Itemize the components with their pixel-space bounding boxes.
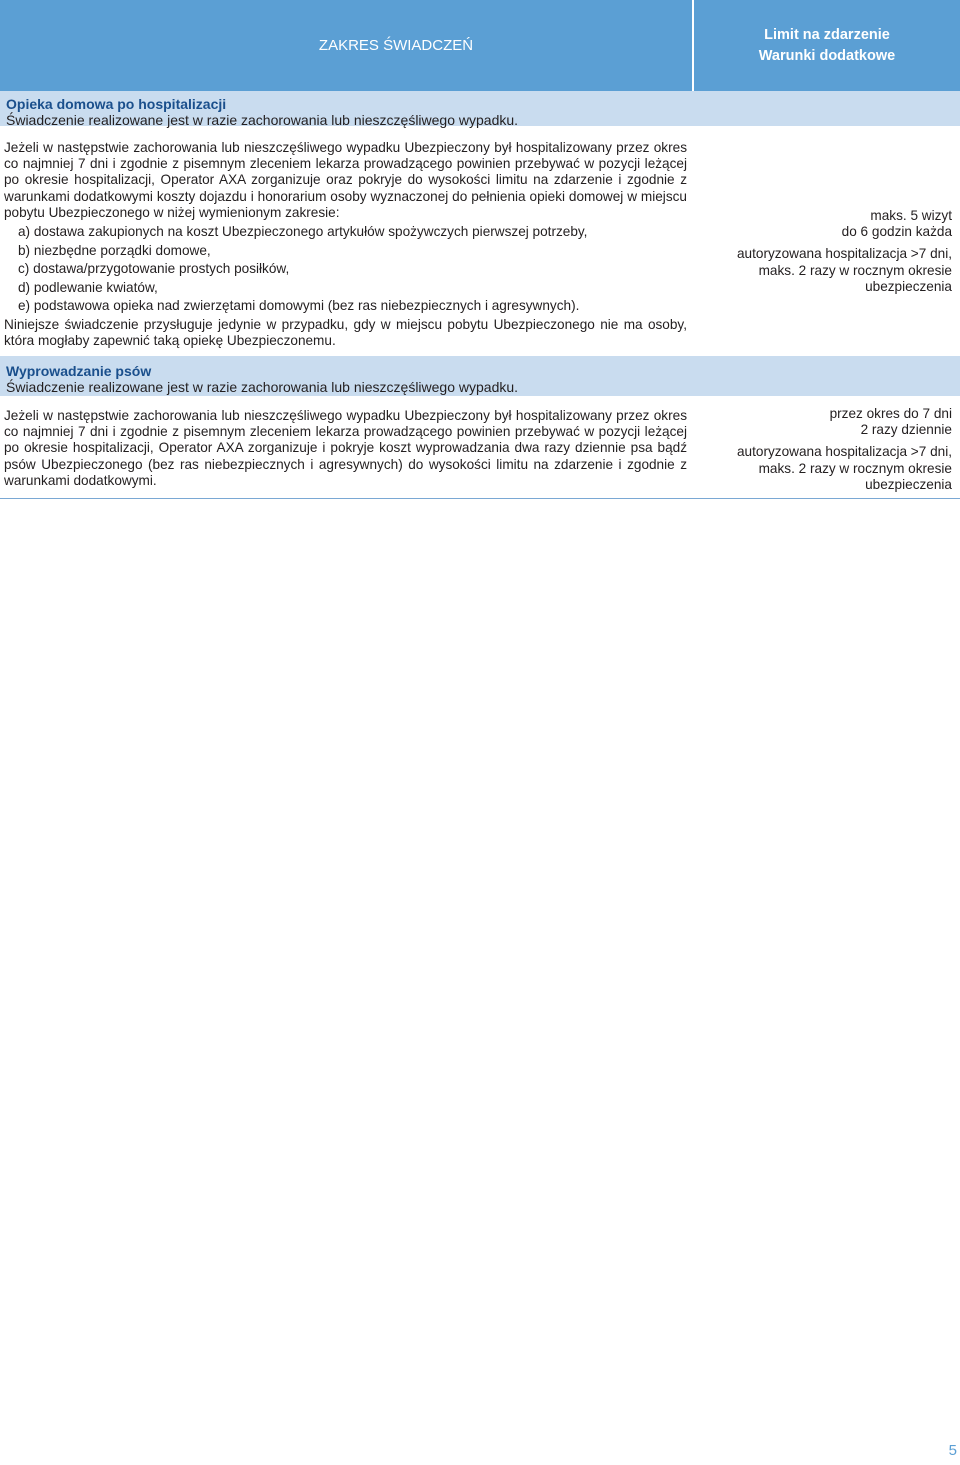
condition-line: ubezpieczenia (865, 476, 952, 492)
section-footer: Niniejsze świadczenie przysługuje jedynie w przypadku, gdy w miejscu pobytu Ubezpieczonego nie ma osoby, która mogłaby zapewnić taką opiekę Ubezpieczonemu. (4, 316, 687, 348)
section-bar-dog-walking (0, 356, 960, 396)
section-subtitle: Świadczenie realizowane jest w razie zachorowania lub nieszczęśliwego wypadku. (6, 112, 519, 128)
section-content (0, 396, 687, 498)
list-item: b) niezbędne porządki domowe, (18, 242, 211, 258)
list-item: a) dostawa zakupionych na koszt Ubezpieczonego artykułów spożywczych pierwszej potrzeby, (18, 224, 588, 240)
header-limit-line1: Limit na zdarzenie (764, 26, 890, 43)
condition-line: autoryzowana hospitalizacja >7 dni, (737, 246, 952, 262)
section-content (0, 126, 687, 356)
table-bottom-border (0, 498, 960, 499)
section-body: Jeżeli w następstwie zachorowania lub nieszczęśliwego wypadku Ubezpieczony był hospitalizowany przez okres co najmniej 7 dni i zgodnie z pisemnym zleceniem lekarza prowadzącego powinien przebywać w pozycji leżącej po okresie hospitalizacji, Operator AXA zorganizuje i pokryje koszt wyprowadzania dwa razy dziennie psa bądź psów Ubezpieczonego (bez ras niebezpiecznych i agresywnych) do wysokości limitu na zdarzenie i zgodnie z warunkami dodatkowymi. (4, 408, 687, 488)
limit-line: przez okres do 7 dni (829, 406, 952, 421)
condition-line: maks. 2 razy w rocznym okresie (758, 262, 952, 278)
table-header (0, 0, 960, 91)
limit-line: 2 razy dziennie (860, 422, 952, 438)
condition-line: ubezpieczenia (865, 278, 952, 294)
limit-line: do 6 godzin każda (841, 224, 952, 240)
benefits-table (0, 0, 960, 499)
header-limit (694, 0, 960, 91)
limit-line: maks. 5 wizyt (870, 208, 952, 223)
section-limits (687, 126, 960, 356)
header-limit-line2: Warunki dodatkowe (758, 47, 896, 64)
list-item: d) podlewanie kwiatów, (18, 279, 158, 295)
section-row-dog-walking (0, 396, 960, 498)
section-subtitle: Świadczenie realizowane jest w razie zachorowania lub nieszczęśliwego wypadku. (6, 379, 519, 395)
section-row-home-care (0, 126, 960, 356)
condition-line: autoryzowana hospitalizacja >7 dni, (737, 444, 952, 460)
section-title: Wyprowadzanie psów (6, 363, 152, 379)
page-number: 5 (948, 1442, 957, 1459)
section-limits (687, 396, 960, 498)
list-item: e) podstawowa opieka nad zwierzętami domowymi (bez ras niebezpiecznych i agresywnych). (18, 298, 580, 314)
section-title: Opieka domowa po hospitalizacji (6, 96, 227, 112)
section-bar-home-care (0, 91, 960, 126)
list-item: c) dostawa/przygotowanie prostych posiłków, (18, 261, 290, 277)
condition-line: maks. 2 razy w rocznym okresie (758, 460, 952, 476)
section-body: Jeżeli w następstwie zachorowania lub nieszczęśliwego wypadku Ubezpieczony był hospitalizowany przez okres co najmniej 7 dni i zgodnie z pisemnym zleceniem lekarza prowadzącego powinien przebywać w pozycji leżącej po okresie hospitalizacji, Operator AXA zorganizuje oraz pokryje do wysokości limitu na zdarzenie i zgodnie z warunkami dodatkowymi koszty dojazdu i honorarium osoby wyznaczonej do pełnienia opieki domowej w miejscu pobytu Ubezpieczonego w niżej wymienionym zakresie: (4, 140, 687, 220)
header-scope: ZAKRES ŚWIADCZEŃ (0, 0, 692, 91)
